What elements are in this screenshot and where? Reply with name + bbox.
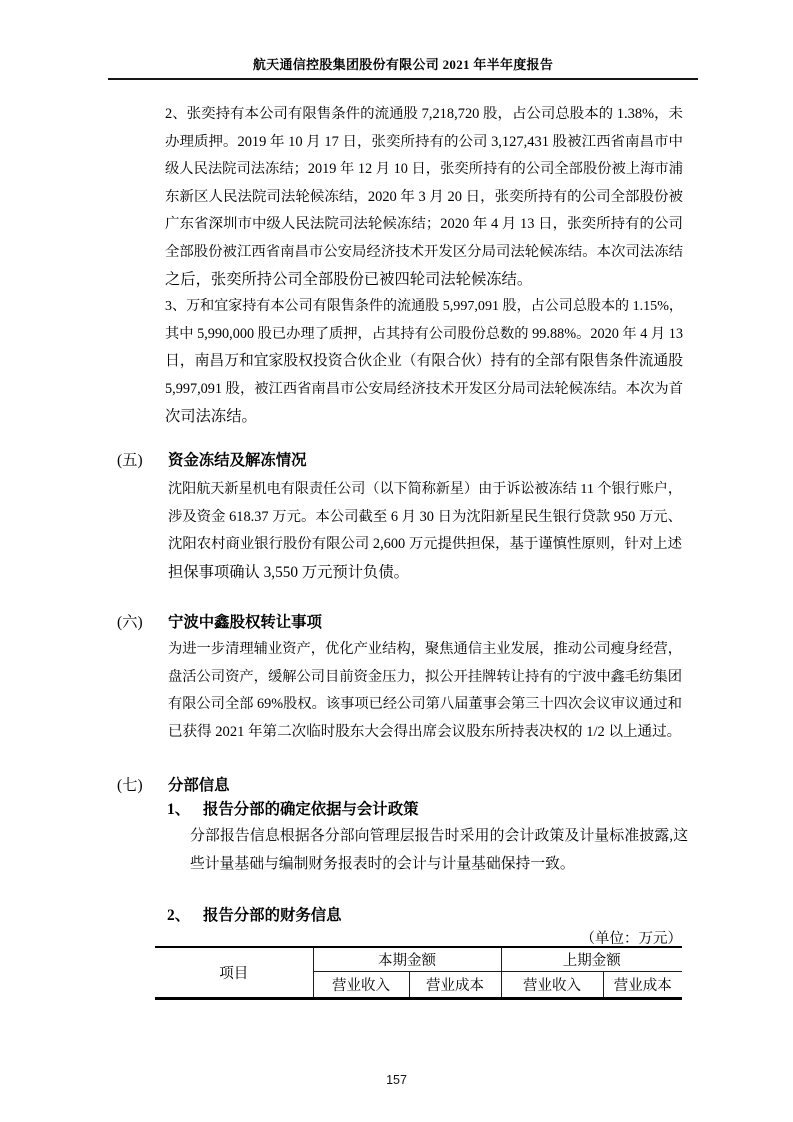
column-header-item: 项目 bbox=[155, 947, 313, 999]
column-header-cost-current: 营业成本 bbox=[409, 972, 501, 999]
section-heading-funds-freeze bbox=[117, 447, 307, 475]
subsection-title: 报告分部的财务信息 bbox=[203, 907, 342, 924]
section-number: (五) bbox=[117, 452, 143, 469]
section-body-ningbo-zhongxin bbox=[168, 636, 682, 746]
paragraph-wanheyijia-shares bbox=[165, 293, 683, 431]
section-title: 资金冻结及解冻情况 bbox=[168, 452, 307, 469]
page-header bbox=[108, 57, 698, 80]
text-line: 沈阳航天新星机电有限责任公司（以下简称新星）由于诉讼被冻结 11 个银行账户， bbox=[168, 481, 682, 497]
text-line: 日，南昌万和宜家股权投资合伙企业（有限合伙）持有的全部有限售条件流通股 bbox=[165, 353, 683, 369]
subsection-number: 1、 bbox=[167, 801, 191, 818]
subsection-heading-segment-policy bbox=[167, 796, 418, 824]
table-unit-label: （单位：万元） bbox=[580, 931, 682, 947]
segment-financial-table bbox=[155, 946, 682, 1000]
text-line: 分部报告信息根据各分部向管理层报告时采用的会计政策及计量标准披露,这 bbox=[190, 828, 688, 844]
section-title: 宁波中鑫股权转让事项 bbox=[168, 614, 322, 631]
column-header-previous-period: 上期金额 bbox=[501, 947, 682, 972]
text-line: 其中 5,990,000 股已办理了质押，占其持有公司股份总数的 99.88%。2020 年 4 月 13 bbox=[165, 325, 683, 342]
text-line: 东新区人民法院司法轮候冻结，2020 年 3 月 20 日，张奕所持有的公司全部股份被 bbox=[165, 188, 683, 205]
column-header-cost-previous: 营业成本 bbox=[613, 978, 672, 994]
subsection-heading-segment-financials bbox=[167, 902, 342, 930]
column-header-current-period: 本期金额 bbox=[313, 947, 501, 972]
section-body-funds-freeze bbox=[168, 476, 682, 586]
subsection-number: 2、 bbox=[167, 907, 191, 924]
column-header-revenue-current: 营业收入 bbox=[313, 972, 409, 999]
text-line: 级人民法院司法冻结；2019 年 12 月 10 日，张奕所持有的公司全部股份被上海市浦 bbox=[165, 161, 683, 177]
page-footer bbox=[0, 1073, 793, 1087]
section-number: (七) bbox=[117, 777, 143, 794]
text-line: 涉及资金 618.37 万元。本公司截至 6 月 30 日为沈阳新星民生银行贷款 950 万元、 bbox=[168, 508, 682, 525]
subsection-body-segment-policy bbox=[190, 823, 688, 878]
text-line: 有限公司全部 69%股权。该事项已经公司第八届董事会第三十四次会议审议通过和 bbox=[168, 696, 682, 712]
text-line: 次司法冻结。 bbox=[165, 408, 257, 425]
text-line: 3、万和宜家持有本公司有限售条件的流通股 5,997,091 股，占公司总股本的 1.15%， bbox=[165, 298, 683, 314]
text-line: 全部股份被江西省南昌市公安局经济技术开发区分局司法轮候冻结。本次司法冻结 bbox=[165, 243, 683, 260]
report-title: 航天通信控股集团股份有限公司 2021 年半年度报告 bbox=[252, 57, 554, 72]
section-number: (六) bbox=[117, 614, 143, 631]
text-line: 已获得 2021 年第二次临时股东大会得出席会议股东所持表决权的 1/2 以上通过。 bbox=[168, 723, 682, 740]
text-line: 沈阳农村商业银行股份有限公司 2,600 万元提供担保，基于谨慎性原则，针对上述 bbox=[168, 536, 682, 552]
text-line: 办理质押。2019 年 10 月 17 日，张奕所持有的公司 3,127,431 股被江西省南昌市中 bbox=[165, 133, 683, 150]
text-line: 担保事项确认 3,550 万元预计负债。 bbox=[168, 563, 409, 581]
section-heading-ningbo-zhongxin bbox=[117, 609, 322, 637]
paragraph-zhangyi-shares bbox=[165, 101, 683, 294]
text-line: 为进一步清理辅业资产，优化产业结构，聚焦通信主业发展，推动公司瘦身经营， bbox=[168, 641, 682, 657]
column-header-revenue-previous: 营业收入 bbox=[501, 972, 603, 999]
text-line: 5,997,091 股，被江西省南昌市公安局经济技术开发区分局司法轮候冻结。本次为首 bbox=[165, 380, 683, 397]
text-line: 盘活公司资产，缓解公司目前资金压力，拟公开挂牌转让持有的宁波中鑫毛纺集团 bbox=[168, 668, 682, 685]
subsection-title: 报告分部的确定依据与会计政策 bbox=[203, 801, 419, 818]
page-number: 157 bbox=[386, 1073, 407, 1087]
section-title: 分部信息 bbox=[168, 777, 230, 794]
table-header-row-groups bbox=[155, 947, 682, 972]
text-line: 广东省深圳市中级人民法院司法轮候冻结；2020 年 4 月 13 日，张奕所持有的公司 bbox=[165, 216, 683, 232]
text-line: 之后，张奕所持公司全部股份已被四轮司法轮候冻结。 bbox=[165, 271, 533, 288]
text-line: 些计量基础与编制财务报表时的会计与计量基础保持一致。 bbox=[190, 855, 575, 872]
text-line: 2、张奕持有本公司有限售条件的流通股 7,218,720 股，占公司总股本的 1.38%，未 bbox=[165, 106, 683, 122]
